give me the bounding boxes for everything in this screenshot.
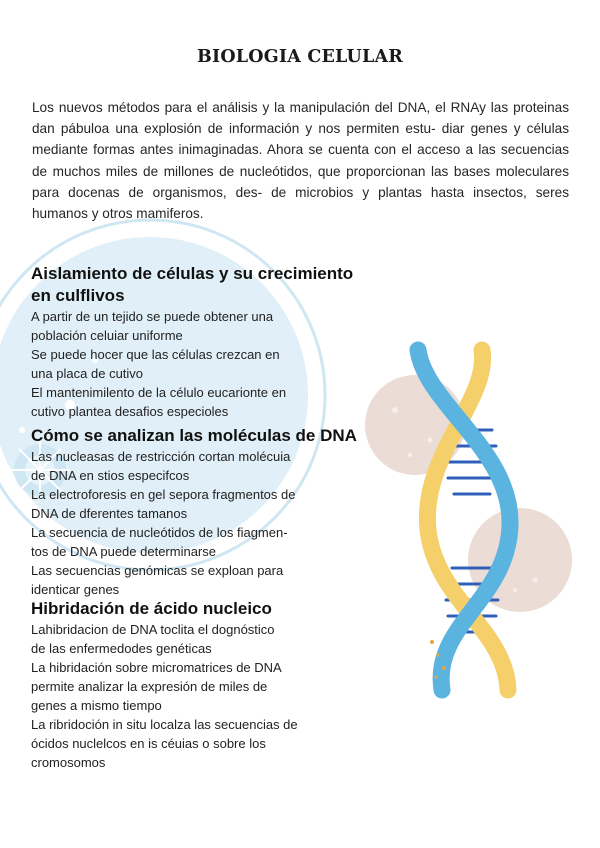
list-item: cromosomos: [31, 755, 106, 770]
section-heading: Cómo se analizan las moléculas de DNA: [31, 426, 357, 445]
list-item: permite analizar la expresión de miles de: [31, 679, 268, 694]
list-item: La hibridación sobre micromatrices de DNA: [31, 660, 282, 675]
section-cell-isolation: [31, 263, 376, 421]
list-item: de las enfermedodes genéticas: [31, 641, 212, 656]
list-item: Lahibridacion de DNA toclita el dognóstico: [31, 622, 275, 637]
list-item: población celuiar uniforme: [31, 328, 183, 343]
list-item: genes a mismo tiempo: [31, 698, 162, 713]
list-item: cutivo plantea desafios especioles: [31, 404, 229, 419]
list-item: ócidos nuclelcos en is céuias o sobre los: [31, 736, 266, 751]
list-item: una placa de cutivo: [31, 366, 144, 381]
section-heading: Hibridación de ácido nucleico: [31, 599, 272, 618]
list-item: La ribridoción in situ localza las secuencias de: [31, 717, 298, 732]
list-item: Las secuencias genómicas se exploan para: [31, 563, 284, 578]
list-item: DNA de dferentes tamanos: [31, 506, 188, 521]
list-item: Las nucleasas de restricción cortan molécuia: [31, 449, 291, 464]
list-item: Se puede hocer que las células crezcan en: [31, 347, 280, 362]
list-item: La electroforesis en gel sepora fragmentos de: [31, 487, 296, 502]
section-nucleic-acid-hybridization: [31, 598, 376, 772]
list-item: A partir de un tejido se puede obtener una: [31, 309, 274, 324]
list-item: identicar genes: [31, 582, 120, 597]
section-dna-analysis: [31, 425, 376, 599]
list-item: de DNA en stios especifcos: [31, 468, 190, 483]
list-item: La secuencia de nucleótidos de los fiagmen-: [31, 525, 288, 540]
intro-paragraph: Los nuevos métodos para el análisis y la manipulación del DNA, el RNAy las proteinas dan pábuloa una explosión de información y nos permiten estu- diar genes y células mediante formas antes inimaginadas. Ahora se cuenta con el acceso a las secuencias de muchos miles de millones de nucleótidos, que proporcionan las bases moleculares para docenas de organismos, des- de microbios y plantas hasta insectos, seres humanos y otros mamiferos.: [32, 100, 569, 222]
section-heading: Aislamiento de células y su crecimiento en culflivos: [31, 264, 354, 305]
page-title: BIOLOGIA CELULAR: [196, 47, 404, 67]
list-item: tos de DNA puede determinarse: [31, 544, 216, 559]
list-item: El mantenimilento de la célulo eucarionte en: [31, 385, 287, 400]
